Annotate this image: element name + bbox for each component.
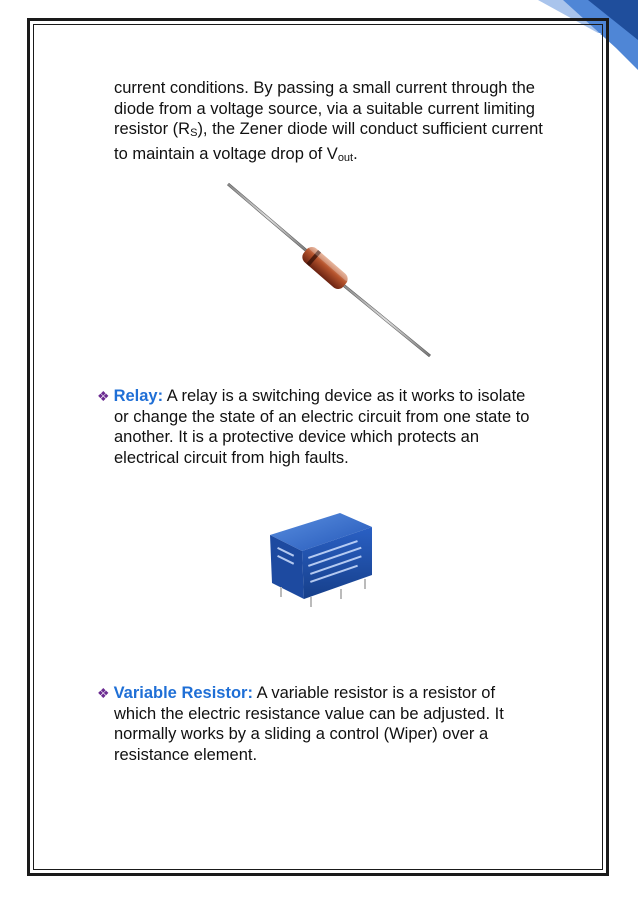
relay-term: Relay: [113, 387, 164, 405]
variable-resistor-line-4: resistance element. [114, 745, 258, 764]
relay-line-4: electrical circuit from high faults. [114, 448, 349, 467]
zener-line-2: diode from a voltage source, via a suitable current limiting [114, 99, 535, 118]
zener-line-3: resistor $(R_S)$, the Zener diode will conduct sufficient current [114, 120, 543, 139]
variable-resistor-line-1: ❖ Variable Resistor: A variable resistor is a resistor of [97, 684, 496, 702]
diamond-bullet-icon: ❖ [97, 685, 110, 701]
variable-resistor-line-2: which the electric resistance value can be adjusted. It [114, 704, 504, 723]
relay-paragraph [97, 386, 587, 468]
relay-photo [260, 505, 380, 610]
relay-line-2: or change the state of an electric circuit from one state to [114, 407, 530, 426]
diamond-bullet-icon: ❖ [97, 388, 110, 404]
relay-line-1: ❖ Relay: A relay is a switching device as it works to isolate [97, 387, 526, 405]
zener-line-1: current conditions. By passing a small current through the [114, 79, 535, 97]
relay-line-3: another. It is a protective device which protects an [114, 428, 480, 446]
zener-line-4: to maintain a voltage drop of $V_{out}$. [114, 144, 358, 164]
zener-paragraph [114, 78, 584, 168]
zener-diode-photo [220, 180, 440, 360]
variable-resistor-line-3: normally works by a sliding a control (Wiper) over a [114, 725, 489, 743]
variable-resistor-term: Variable Resistor: [113, 684, 253, 702]
page-number: 17 [590, 32, 602, 43]
variable-resistor-paragraph [97, 683, 587, 765]
